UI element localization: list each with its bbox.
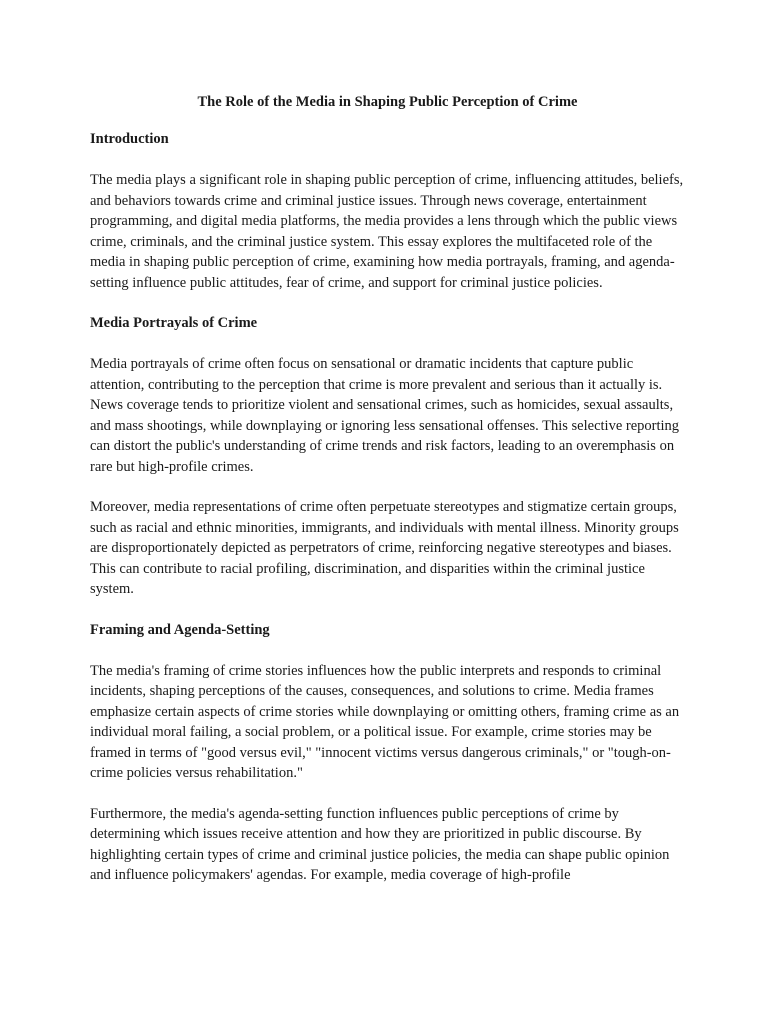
section-heading: Introduction: [90, 131, 169, 147]
paragraph: The media plays a significant role in shaping public perception of crime, influencing attitudes, beliefs, and behaviors towards crime and criminal justice issues. Through news coverage, entertainment programming, and digital media platforms, the media provides a lens through which the public views crime, criminals, and the criminal justice system. This essay explores the multifaceted role of the media in shaping public perception of crime, examining how media portrayals, framing, and agenda-setting influence public attitudes, fear of crime, and support for criminal justice policies.: [90, 172, 684, 291]
section-media-portrayals: [90, 313, 685, 600]
section-framing-agenda-setting: [90, 620, 685, 886]
section-heading: Framing and Agenda-Setting: [90, 621, 270, 638]
document-title: The Role of the Media in Shaping Public Perception of Crime: [197, 94, 578, 110]
document-page: [90, 92, 685, 906]
paragraph: Media portrayals of crime often focus on sensational or dramatic incidents that capture public attention, contributing to the perception that crime is more prevalent and serious than it actually is. News coverage tends to prioritize violent and sensational crimes, such as homicides, sexual assaults, and mass shootings, while downplaying or ignoring less sensational offenses. This selective reporting can distort the public's understanding of crime trends and risk factors, leading to an overemphasis on rare but high-profile crimes.: [90, 356, 680, 475]
section-heading: Media Portrayals of Crime: [90, 315, 258, 331]
paragraph: Moreover, media representations of crime often perpetuate stereotypes and stigmatize certain groups, such as racial and ethnic minorities, immigrants, and individuals with mental illness. Minority groups are disproportionately depicted as perpetrators of crime, reinforcing negative stereotypes and biases. This can contribute to racial profiling, discrimination, and disparities within the criminal justice system.: [90, 499, 679, 597]
section-introduction: [90, 129, 685, 293]
paragraph: The media's framing of crime stories influences how the public interprets and responds to criminal incidents, shaping perceptions of the causes, consequences, and solutions to crime. Media frames emphasize certain aspects of crime stories while downplaying or omitting others, framing crime as an individual moral failing, a social problem, or a political issue. For example, crime stories may be framed in terms of "good versus evil," "innocent victims versus dangerous criminals," or "tough-on-crime policies versus rehabilitation.": [90, 662, 680, 781]
paragraph: Furthermore, the media's agenda-setting function influences public perceptions of crime by determining which issues receive attention and how they are prioritized in public discourse. By highlighting certain types of crime and criminal justice policies, the media can shape public opinion and influence policymakers' agendas. For example, media coverage of high-profile: [90, 805, 670, 883]
